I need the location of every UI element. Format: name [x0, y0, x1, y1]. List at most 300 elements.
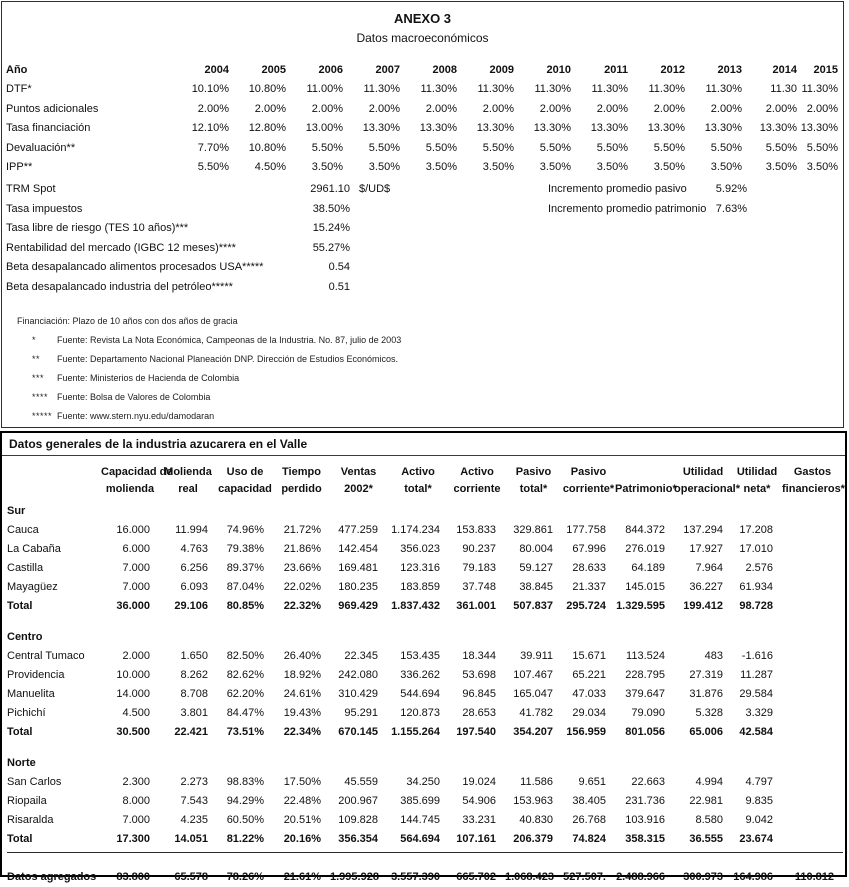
industry-value: 38.845: [519, 580, 553, 593]
industry-value: 165.047: [513, 687, 553, 700]
industry-row-label: Providencia: [7, 668, 65, 681]
macro-value: 3.50%: [653, 161, 685, 174]
footnote-marker: *: [32, 335, 37, 345]
footnote-text: Financiación: Plazo de 10 años con dos años de gracia: [17, 316, 238, 326]
industry-total-value: 74.824: [572, 832, 606, 845]
industry-total-value: 20.16%: [283, 832, 321, 845]
macro-value: 11.30%: [591, 83, 628, 96]
industry-value: 20.51%: [283, 813, 321, 826]
macro-value: 13.30%: [476, 122, 514, 135]
industry-col-header-line1: Activo: [460, 466, 494, 478]
macro-single-value: 15.24%: [312, 222, 350, 234]
industry-total-value: 73.51%: [226, 725, 264, 738]
industry-col-header-line1: Pasivo: [515, 466, 552, 478]
industry-value: 45.559: [344, 775, 378, 788]
macro-year-header: 2012: [660, 63, 685, 76]
industry-value: 2.000: [122, 649, 150, 662]
macro-single-value: 0.51: [328, 280, 350, 293]
macro-value: 5.50%: [710, 141, 742, 154]
industry-group-row: [7, 753, 843, 772]
industry-aggregate-value: 65.578: [174, 871, 208, 883]
industry-row-label: Cauca: [7, 523, 39, 536]
macro-value: 13.30%: [590, 122, 628, 135]
industry-total-value: 199.412: [683, 599, 723, 612]
footnote-text: Fuente: Revista La Nota Económica, Campeonas de la Industria. No. 87, julio de 2003: [57, 335, 402, 345]
industry-value: 483: [704, 649, 723, 662]
macro-value: 2.00%: [311, 102, 343, 115]
industry-value: 17.010: [739, 542, 773, 555]
macro-value: 10.80%: [248, 141, 286, 154]
industry-label-header: [7, 461, 101, 478]
industry-total-value: 801.056: [625, 725, 665, 738]
macro-single-row: [2, 278, 843, 298]
footnote-marker: **: [32, 354, 41, 364]
macro-row: [6, 138, 838, 158]
industry-value: 22.02%: [283, 580, 321, 593]
industry-value: 17.927: [689, 542, 723, 555]
industry-value: 94.29%: [226, 794, 264, 807]
industry-value: 61.934: [739, 580, 773, 593]
macro-single-label: TRM Spot: [6, 183, 56, 195]
industry-total-value: 22.32%: [283, 599, 321, 612]
industry-value: 2.576: [745, 561, 773, 574]
industry-row-label: San Carlos: [7, 775, 62, 788]
industry-value: 8.708: [180, 687, 208, 700]
macro-year-header: 2014: [772, 63, 797, 76]
industry-value: 33.231: [462, 813, 496, 826]
industry-value: 7.000: [122, 561, 150, 574]
anexo-title: ANEXO 3: [393, 11, 452, 26]
macro-single-row: [2, 180, 843, 200]
industry-total-value: 670.145: [338, 725, 378, 738]
industry-value: 26.768: [572, 813, 606, 826]
industry-data-row: [7, 665, 843, 684]
footnote-marker: *****: [32, 411, 53, 421]
industry-total-value: 42.584: [739, 725, 773, 738]
macro-year-header: 2009: [489, 63, 514, 76]
industry-value: 169.481: [338, 561, 378, 574]
industry-col-header-line1: [615, 461, 674, 478]
industry-value: 183.859: [400, 580, 440, 593]
macro-value: 2.00%: [596, 102, 628, 115]
macro-right-value: 5.92%: [715, 183, 747, 195]
macro-value: 2.00%: [710, 102, 742, 115]
industry-total-value: [782, 829, 843, 848]
industry-group-name: Norte: [7, 756, 36, 769]
industry-data-row: [7, 646, 843, 665]
industry-total-value: 197.540: [456, 725, 496, 738]
industry-value: 87.04%: [226, 580, 264, 593]
industry-header-row-1: [7, 461, 843, 478]
industry-value: 5.328: [695, 706, 723, 719]
industry-aggregate-value: 83.800: [116, 871, 150, 883]
industry-total-value: [782, 722, 843, 741]
macro-row: [6, 99, 838, 119]
industry-aggregate-value: 527.507.: [563, 871, 606, 883]
industry-value: [782, 810, 843, 829]
footnote-row: [2, 390, 843, 409]
industry-value: 177.758: [566, 523, 606, 536]
industry-value: 59.127: [519, 561, 553, 574]
industry-value: 24.61%: [283, 687, 321, 700]
industry-value: 2.273: [180, 775, 208, 788]
industry-value: 11.586: [520, 775, 553, 788]
macro-value: 13.30%: [362, 122, 400, 135]
footnote-marker: ***: [32, 373, 45, 383]
industry-value: 65.221: [572, 668, 606, 681]
industry-value: 142.454: [338, 542, 378, 555]
industry-total-value: 156.959: [566, 725, 606, 738]
industry-total-value: 30.500: [116, 725, 150, 738]
industry-total-value: [782, 596, 843, 615]
industry-value: 109.828: [338, 813, 378, 826]
industry-value: 9.651: [578, 775, 606, 788]
industry-value: 82.62%: [226, 668, 264, 681]
industry-value: 17.50%: [283, 775, 321, 788]
industry-total-value: 969.429: [338, 599, 378, 612]
macro-value: 7.70%: [197, 141, 229, 154]
industry-value: 23.66%: [283, 561, 321, 574]
macro-value: 11.30%: [801, 83, 838, 96]
macro-value: 2.00%: [806, 102, 838, 115]
industry-data-row: [7, 558, 843, 577]
macro-single-label: Beta desapalancado alimentos procesados USA*****: [6, 261, 264, 273]
industry-value: 242.080: [338, 668, 378, 681]
industry-total-value: 98.728: [739, 599, 773, 612]
industry-value: 4.763: [180, 542, 208, 555]
macro-single-value: 38.50%: [312, 202, 350, 215]
industry-value: 153.833: [456, 523, 496, 536]
industry-value: 2.300: [122, 775, 150, 788]
industry-col-header-line2: financieros*: [782, 483, 845, 495]
macro-value: 2.00%: [765, 102, 797, 115]
macro-single-label: Tasa impuestos: [6, 202, 83, 215]
industry-value: [782, 665, 843, 684]
industry-col-header-line2: total*: [404, 483, 432, 495]
industry-value: 29.584: [739, 687, 773, 700]
industry-value: 385.699: [400, 794, 440, 807]
industry-row-label: Risaralda: [7, 813, 54, 826]
macro-right-label: Incremento promedio pasivo: [548, 183, 687, 195]
industry-aggregate-value: 1.995.928: [330, 871, 379, 883]
industry-value: 21.337: [572, 580, 606, 593]
industry-value: 6.093: [180, 580, 208, 593]
macro-value: 3.50%: [596, 161, 628, 174]
industry-col-header-line2: total*: [519, 483, 548, 495]
macro-value: 11.30%: [705, 83, 742, 96]
industry-value: 17.208: [739, 523, 773, 536]
macro-single-label: Tasa libre de riesgo (TES 10 años)***: [6, 222, 189, 234]
macro-single-label: Rentabilidad del mercado (IGBC 12 meses)****: [6, 241, 236, 254]
industry-value: 27.319: [689, 668, 723, 681]
industry-row-label: Riopaila: [7, 794, 47, 807]
industry-total-value: 1.837.432: [391, 599, 440, 612]
industry-aggregate-label: Datos agregados: [7, 871, 97, 883]
macro-value: 3.50%: [311, 161, 343, 174]
industry-col-header-line1: Utilidad: [736, 466, 778, 478]
industry-value: 34.250: [406, 775, 440, 788]
industry-aggregate-value: 110.812: [794, 871, 834, 883]
industry-aggregate-value: 164.986: [733, 871, 773, 883]
industry-value: 276.019: [625, 542, 665, 555]
industry-value: 11.287: [740, 668, 773, 681]
macro-value: 4.50%: [254, 161, 286, 174]
industry-aggregate-row: [7, 865, 843, 887]
macro-row-label: Puntos adicionales: [6, 102, 99, 115]
macro-row: [6, 80, 838, 100]
industry-value: 7.000: [122, 813, 150, 826]
industry-value: 67.996: [572, 542, 606, 555]
industry-data-row: [7, 577, 843, 596]
footnote-text: Fuente: Ministerios de Hacienda de Colombia: [57, 373, 240, 383]
industry-value: 11.994: [175, 523, 208, 536]
macro-value: 2.00%: [539, 102, 571, 115]
industry-value: 98.83%: [226, 775, 264, 788]
industry-value: 15.671: [572, 649, 606, 662]
footnote-row: [2, 333, 843, 352]
footnote-text: Fuente: www.stern.nyu.edu/damodaran: [57, 411, 215, 421]
industry-total-row: [7, 596, 843, 615]
macro-year-header-label: Año: [6, 63, 28, 76]
industry-value: 64.189: [631, 561, 665, 574]
macro-value: 2.00%: [197, 102, 229, 115]
macro-header-row: [6, 60, 838, 80]
industry-data-row: [7, 703, 843, 722]
industry-value: 28.633: [572, 561, 606, 574]
industry-value: 8.580: [695, 813, 723, 826]
industry-value: 53.698: [462, 668, 496, 681]
industry-value: 3.801: [180, 706, 208, 719]
industry-value: [782, 539, 843, 558]
industry-col-header-line2: capacidad: [218, 483, 272, 495]
industry-total-value: 17.300: [116, 832, 150, 845]
macro-value: 11.30%: [363, 83, 400, 96]
macro-value: 2.00%: [653, 102, 685, 115]
macro-row: [6, 158, 838, 178]
industry-col-header-line1: Pasivo: [570, 466, 607, 478]
industry-col-header-line2: Patrimonio*: [615, 483, 677, 495]
macro-value: 3.50%: [368, 161, 400, 174]
macro-value: 13.30%: [533, 122, 571, 135]
macro-single-label: Beta desapalancado industria del petróleo*****: [6, 280, 233, 293]
industry-value: 107.467: [513, 668, 553, 681]
industry-row-label: Mayagüez: [7, 580, 58, 593]
industry-value: 8.000: [122, 794, 150, 807]
industry-value: [782, 791, 843, 810]
macro-single-row: [2, 219, 843, 239]
industry-value: 79.38%: [226, 542, 264, 555]
macro-value: 5.50%: [539, 141, 571, 154]
industry-col-header-line1: Molienda: [164, 466, 212, 478]
industry-value: 95.291: [344, 706, 378, 719]
industry-value: [782, 772, 843, 791]
industry-total-value: 1.155.264: [391, 725, 440, 738]
industry-data-row: [7, 791, 843, 810]
macro-value: 5.50%: [197, 161, 229, 174]
macro-value: 2.00%: [482, 102, 514, 115]
industry-value: 120.873: [400, 706, 440, 719]
industry-value: 18.344: [462, 649, 496, 662]
industry-col-header-line2: neta*: [743, 483, 771, 495]
industry-table: [7, 461, 843, 887]
industry-row-label: La Cabaña: [7, 542, 61, 555]
industry-total-row: [7, 829, 843, 848]
industry-group-row: [7, 627, 843, 646]
industry-value: 16.000: [116, 523, 150, 536]
macro-value: 2.00%: [368, 102, 400, 115]
industry-value: 22.48%: [283, 794, 321, 807]
industry-value: 6.000: [122, 542, 150, 555]
industry-col-header-line1: Utilidad: [682, 466, 724, 478]
industry-section: [0, 431, 847, 883]
industry-value: 19.024: [462, 775, 496, 788]
industry-total-value: 507.837: [513, 599, 553, 612]
industry-header-row-2: [7, 478, 843, 495]
macro-year-header: 2013: [717, 63, 742, 76]
industry-value: 1.174.234: [391, 523, 440, 536]
macro-value: 2.00%: [254, 102, 286, 115]
macro-value: 5.50%: [368, 141, 400, 154]
macro-right-label: Incremento promedio patrimonio: [548, 202, 707, 215]
macro-value: 11.30%: [648, 83, 685, 96]
macro-value: 13.30%: [419, 122, 457, 135]
industry-value: 19.43%: [283, 706, 321, 719]
macro-table: [6, 60, 838, 177]
industry-aggregate-value: 1.068.423: [505, 871, 554, 883]
industry-value: 310.429: [338, 687, 378, 700]
industry-value: 379.647: [625, 687, 665, 700]
industry-total-value: 23.674: [739, 832, 773, 845]
industry-value: 123.316: [400, 561, 440, 574]
industry-value: 10.000: [116, 668, 150, 681]
macro-value: 3.50%: [539, 161, 571, 174]
industry-aggregate-value: 2.488.966: [616, 871, 665, 883]
macro-value: 10.80%: [248, 83, 286, 96]
industry-total-value: 80.85%: [226, 599, 264, 612]
industry-col-header-line1: Capacidad de: [101, 466, 173, 478]
macro-value: 5.50%: [765, 141, 797, 154]
industry-value: 180.235: [338, 580, 378, 593]
macro-row-label: DTF*: [6, 83, 32, 96]
industry-col-header-line2: operacional*: [674, 483, 741, 495]
industry-value: 1.650: [180, 649, 208, 662]
industry-value: 329.861: [513, 523, 553, 536]
industry-aggregate-value: 78.26%: [226, 871, 264, 883]
industry-value: 21.72%: [283, 523, 321, 536]
macro-single-rows: [2, 180, 843, 297]
industry-group-row: [7, 501, 843, 520]
macro-row-label: IPP**: [6, 161, 33, 174]
industry-value: 9.042: [745, 813, 773, 826]
macro-value: 13.30%: [800, 122, 838, 135]
industry-value: 4.500: [122, 706, 150, 719]
macro-value: 2.00%: [425, 102, 457, 115]
industry-data-row: [7, 684, 843, 703]
macro-year-header: 2011: [604, 63, 628, 76]
industry-value: [782, 520, 843, 539]
industry-value: 82.50%: [226, 649, 264, 662]
industry-value: 6.256: [180, 561, 208, 574]
industry-row-label: Pichichí: [7, 706, 46, 719]
industry-value: 89.37%: [226, 561, 264, 574]
footnote-marker: ****: [32, 392, 49, 402]
anexo-section: [1, 1, 844, 428]
industry-value: -1.616: [741, 649, 773, 662]
industry-value: 7.543: [180, 794, 208, 807]
macro-row-label: Devaluación**: [6, 141, 76, 154]
industry-aggregate-value: 3.557.390: [391, 871, 440, 883]
industry-aggregate-value: 21.61%: [283, 871, 321, 883]
industry-value: 4.797: [745, 775, 773, 788]
macro-value: 11.00%: [306, 83, 343, 96]
macro-year-header: 2010: [546, 63, 571, 76]
industry-value: [782, 577, 843, 596]
anexo-subtitle: Datos macroeconómicos: [356, 31, 489, 45]
macro-value: 3.50%: [425, 161, 457, 174]
industry-total-value: 1.329.595: [616, 599, 665, 612]
industry-total-label: Total: [7, 725, 33, 738]
industry-total-value: 356.354: [338, 832, 378, 845]
macro-value: 13.30%: [647, 122, 685, 135]
industry-data-row: [7, 772, 843, 791]
industry-value: 22.663: [631, 775, 665, 788]
industry-aggregate-value: 300.973: [683, 871, 723, 883]
industry-value: 544.694: [400, 687, 440, 700]
industry-value: [782, 684, 843, 703]
industry-value: 96.845: [462, 687, 496, 700]
industry-value: 153.435: [400, 649, 440, 662]
industry-value: 137.294: [683, 523, 723, 536]
industry-total-value: 29.106: [174, 599, 208, 612]
industry-value: 228.795: [625, 668, 665, 681]
macro-value: 11.30%: [477, 83, 514, 96]
industry-data-row: [7, 810, 843, 829]
industry-value: 113.524: [626, 649, 665, 662]
macro-value: 5.50%: [425, 141, 457, 154]
macro-value: 3.50%: [482, 161, 514, 174]
industry-col-header-line1: Gastos: [793, 466, 832, 478]
industry-total-value: 564.694: [400, 832, 440, 845]
industry-row-label: Castilla: [7, 561, 44, 574]
industry-col-header-line2: 2002*: [344, 483, 373, 495]
industry-value: 74.96%: [226, 523, 264, 536]
industry-value: 60.50%: [226, 813, 264, 826]
industry-total-value: 361.001: [456, 599, 496, 612]
macro-single-row: [2, 200, 843, 220]
footnotes: [2, 314, 843, 428]
industry-total-value: 354.207: [513, 725, 553, 738]
macro-value: 13.00%: [305, 122, 343, 135]
macro-year-header: 2004: [204, 63, 229, 76]
industry-table-body: [7, 461, 843, 887]
industry-value: 36.227: [689, 580, 723, 593]
industry-col-header-line2: perdido: [281, 483, 322, 495]
footnote-text: Fuente: Bolsa de Valores de Colombia: [57, 392, 211, 402]
industry-col-header-line2: real: [178, 483, 198, 495]
industry-total-value: 22.421: [174, 725, 208, 738]
industry-value: 14.000: [116, 687, 150, 700]
macro-value: 3.50%: [806, 161, 838, 174]
industry-total-value: 14.051: [174, 832, 208, 845]
industry-group-name: Centro: [7, 630, 43, 643]
macro-value: 13.30%: [759, 122, 797, 135]
macro-right-value: 7.63%: [715, 202, 747, 215]
industry-total-label: Total: [7, 832, 33, 845]
industry-value: 8.262: [180, 668, 208, 681]
industry-col-header-line2: corriente: [453, 483, 501, 495]
industry-value: 21.86%: [283, 542, 321, 555]
industry-total-value: 358.315: [625, 832, 665, 845]
